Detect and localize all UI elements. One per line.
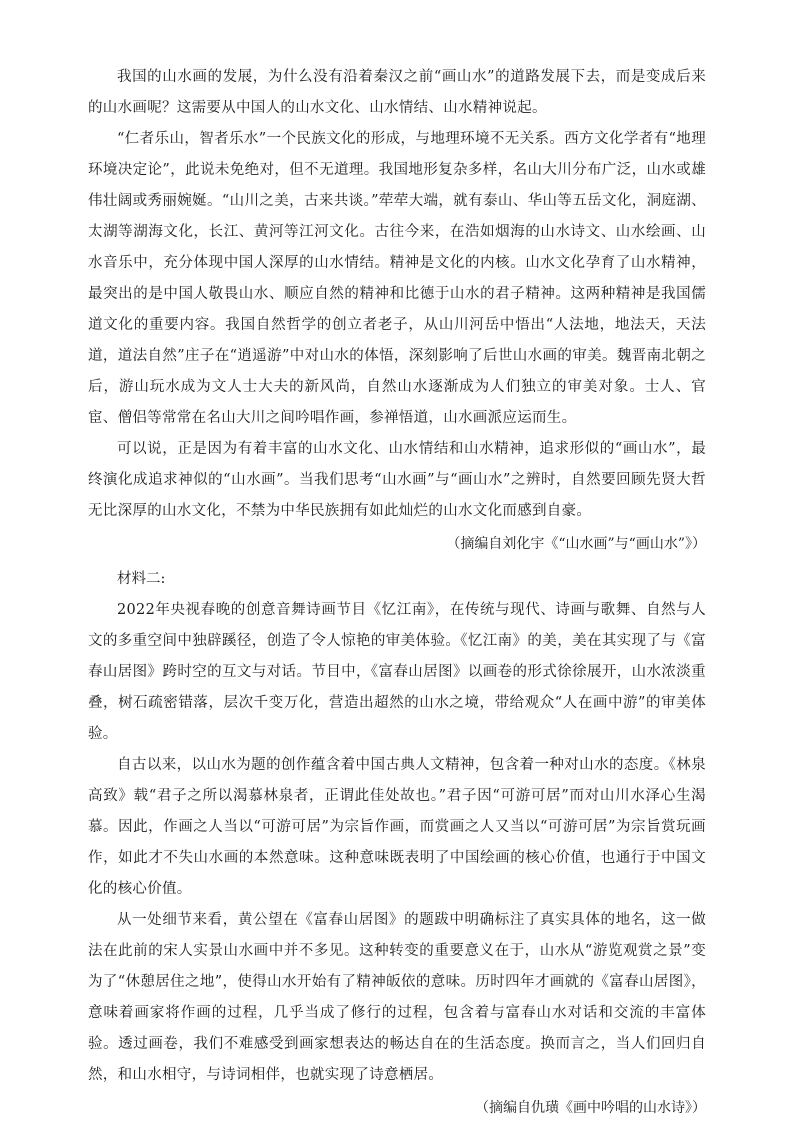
paragraph: 我国的山水画的发展，为什么没有沿着秦汉之前“画山水”的道路发展下去，而是变成后来的山水画呢？这需要从中国人的山水文化、山水情结、山水精神说起。 xyxy=(88,69,706,116)
paragraph: 可以说，正是因为有着丰富的山水文化、山水情结和山水精神，追求形似的“画山水”，最终演化成追求神似的“山水画”。当我们思考“山水画”与“画山水”之辨时，自然要回顾先贤大哲无比深厚的山水文化，不禁为中华民族拥有如此灿烂的山水文化而感到自豪。 xyxy=(88,441,706,519)
source-citation: （摘编自仇璜《画中吟唱的山水诗》） xyxy=(475,1100,706,1116)
paragraph: 2022年央视春晚的创意音舞诗画节目《忆江南》，在传统与现代、诗画与歌舞、自然与人文的多重空间中独辟蹊径，创造了令人惊艳的审美体验。《忆江南》的美，美在其实现了与《富春山居图》跨时空的互文与对话。节目中，《富春山居图》以画卷的形式徐徐展开，山水浓淡重叠，树石疏密错落，层次千变万化，营造出超然的山水之境，带给观众“人在画中游”的审美体验。 xyxy=(88,602,706,742)
paragraph: “仁者乐山，智者乐水”一个民族文化的形成，与地理环境不无关系。西方文化学者有“地理环境决定论”，此说未免绝对，但不无道理。我国地形复杂多样，名山大川分布广泛，山水或雄伟壮阔或秀丽婉娫。“山川之美，古来共谈。”荦荦大端，就有泰山、华山等五岳文化，洞庭湖、太湖等湖海文化，长江、黄河等江河文化。古往今来，在浩如烟海的山水诗文、山水绘画、山水音乐中，充分体现中国人深厚的山水情结。精神是文化的内核。山水文化孕育了山水精神，最突出的是中国人敬畏山水、顺应自然的精神和比德于山水的君子精神。这两种精神是我国儒道文化的重要内容。我国自然哲学的创立者老子，从山川河岳中悟出“人法地，地法天，天法道，道法自然”庄子在“逍遥游”中对山水的体悟，深刻影响了后世山水画的审美。魏晋南北朝之后，游山玩水成为文人士大夫的新风尚，自然山水逐渐成为人们独立的审美对象。士人、官宦、僧侣等常常在名山大川之间吟唱作画，参禅悟道，山水画派应运而生。 xyxy=(88,131,706,426)
paragraph: 从一处细节来看，黄公望在《富春山居图》的题跋中明确标注了真实具体的地名，这一做法在此前的宋人实景山水画中并不多见。这种转变的重要意义在于，山水从“游览观赏之景”变为了“休憩居住之地”，使得山水开始有了精神皈依的意味。历时四年才画就的《富春山居图》，意味着画家将作画的过程，几乎当成了修行的过程，包含着与富春山水对话和交流的丰富体验。透过画卷，我们不难感受到画家想表达的畅达自在的生活态度。换而言之，当人们回归自然，和山水相守，与诗词相伴，也就实现了诗意栖居。 xyxy=(88,912,706,1083)
paragraph: 自古以来，以山水为题的创作蕴含着中国古典人文精神，包含着一种对山水的态度。《林泉高致》载“君子之所以渴慕林泉者，正谓此佳处故也。”君子因“可游可居”而对山川水泽心生渴慕。因此，作画之人当以“可游可居”为宗旨作画，而赏画之人又当以“可游可居”为宗旨赏玩画作，如此才不失山水画的本然意味。这种意味既表明了中国绘画的核心价值，也通行于中国文化的核心价值。 xyxy=(88,757,706,897)
source-citation: （摘编自刘化宇《“山水画”与“画山水”》） xyxy=(446,536,706,552)
material-label: 材料二: xyxy=(117,571,166,587)
